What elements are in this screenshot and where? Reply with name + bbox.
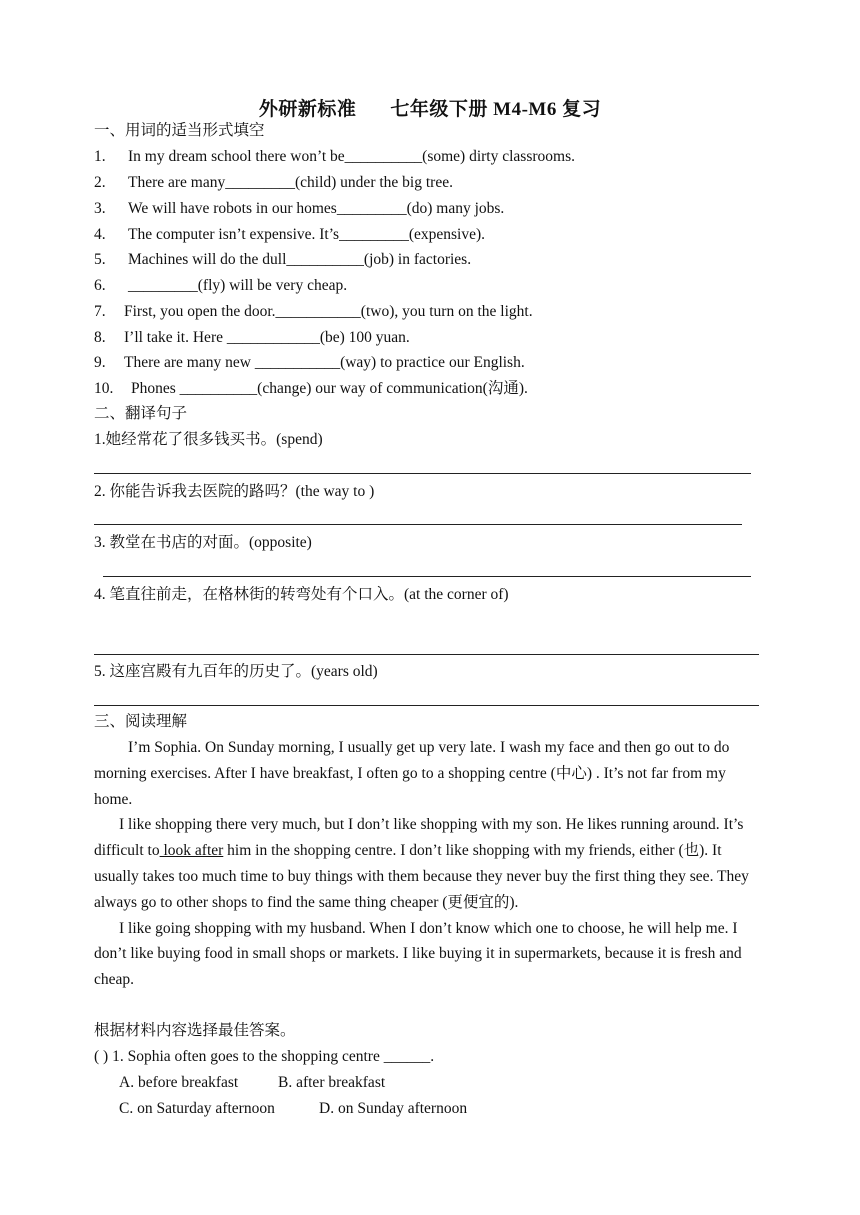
translate-item-2: 2. 你能告诉我去医院的路吗？(the way to ) bbox=[94, 483, 375, 500]
question-1-option-a[interactable]: A. before breakfast bbox=[119, 1074, 239, 1091]
section1-heading: 一、用词的适当形式填空 bbox=[94, 122, 265, 139]
translate-item-3: 3. 教堂在书店的对面。(opposite) bbox=[94, 534, 312, 551]
answer-line-2[interactable] bbox=[94, 524, 742, 525]
fill-item-2: 2. There are many_________(child) under the big tree. bbox=[94, 174, 453, 191]
title-part2: 七年级下册 M4-M6 复习 bbox=[390, 99, 602, 120]
reading-instruction: 根据材料内容选择最佳答案。 bbox=[94, 1022, 296, 1039]
fill-item-7: 7. First, you open the door.___________(two), you turn on the light. bbox=[94, 303, 533, 320]
passage-paragraph-1: I’m Sophia. On Sunday morning, I usually get up very late. I wash my face and then go out to do morning exercises. After I have breakfast, I often go to a shopping centre (中心) . It’s not far from my home. bbox=[94, 739, 730, 808]
question-1-option-b[interactable]: B. after breakfast bbox=[278, 1074, 386, 1091]
answer-line-1[interactable] bbox=[94, 473, 751, 474]
answer-line-5[interactable] bbox=[94, 705, 759, 706]
title-part1: 外研新标准 bbox=[258, 99, 357, 120]
translate-item-1: 1.她经常花了很多钱买书。(spend) bbox=[94, 431, 323, 448]
answer-line-3[interactable] bbox=[103, 576, 751, 577]
fill-item-5: 5. Machines will do the dull__________(job) in factories. bbox=[94, 251, 472, 268]
page-title bbox=[0, 94, 860, 121]
passage-paragraph-3: I like going shopping with my husband. When I don’t know which one to choose, he will help me. I don’t like buying food in small shops or markets. I like buying it in supermarkets, because it is fresh and cheap. bbox=[94, 919, 742, 989]
fill-item-6: 6. _________(fly) will be very cheap. bbox=[94, 277, 348, 294]
question-1-option-c[interactable]: C. on Saturday afternoon bbox=[119, 1100, 275, 1117]
passage-paragraph-2: I like shopping there very much, but I don’t like shopping with my son. He likes running around. It’s difficult to look after him in the shopping centre. I don’t like shopping with my friends, either (也). It usually takes too much time to buy things with them because they never buy the first thing they see. They always go to other shops to find the same thing cheaper (更便宜的). bbox=[94, 816, 749, 911]
section2-heading: 二、翻译句子 bbox=[94, 405, 188, 422]
question-1-stem: ( ) 1. Sophia often goes to the shopping centre ______. bbox=[94, 1048, 435, 1065]
fill-item-1: 1. In my dream school there won’t be__________(some) dirty classrooms. bbox=[94, 148, 575, 165]
fill-item-3: 3. We will have robots in our homes_________(do) many jobs. bbox=[94, 200, 505, 217]
fill-item-10: 10. Phones __________(change) our way of communication(沟通). bbox=[94, 380, 528, 397]
section3-heading: 三、阅读理解 bbox=[94, 713, 188, 730]
fill-item-8: 8. I’ll take it. Here ____________(be) 100 yuan. bbox=[94, 329, 410, 346]
underlined-phrase: look after bbox=[159, 842, 224, 860]
reading-passage bbox=[94, 735, 766, 993]
translate-item-5: 5. 这座宫殿有九百年的历史了。(years old) bbox=[94, 663, 378, 680]
fill-item-9: 9. There are many new ___________(way) to practice our English. bbox=[94, 354, 525, 371]
answer-line-4[interactable] bbox=[94, 654, 759, 655]
translate-item-4: 4. 笔直往前走，在格林街的转弯处有个口入。(at the corner of) bbox=[94, 586, 509, 603]
question-1-option-d[interactable]: D. on Sunday afternoon bbox=[319, 1100, 468, 1117]
fill-item-4: 4. The computer isn’t expensive. It’s_________(expensive). bbox=[94, 226, 485, 243]
